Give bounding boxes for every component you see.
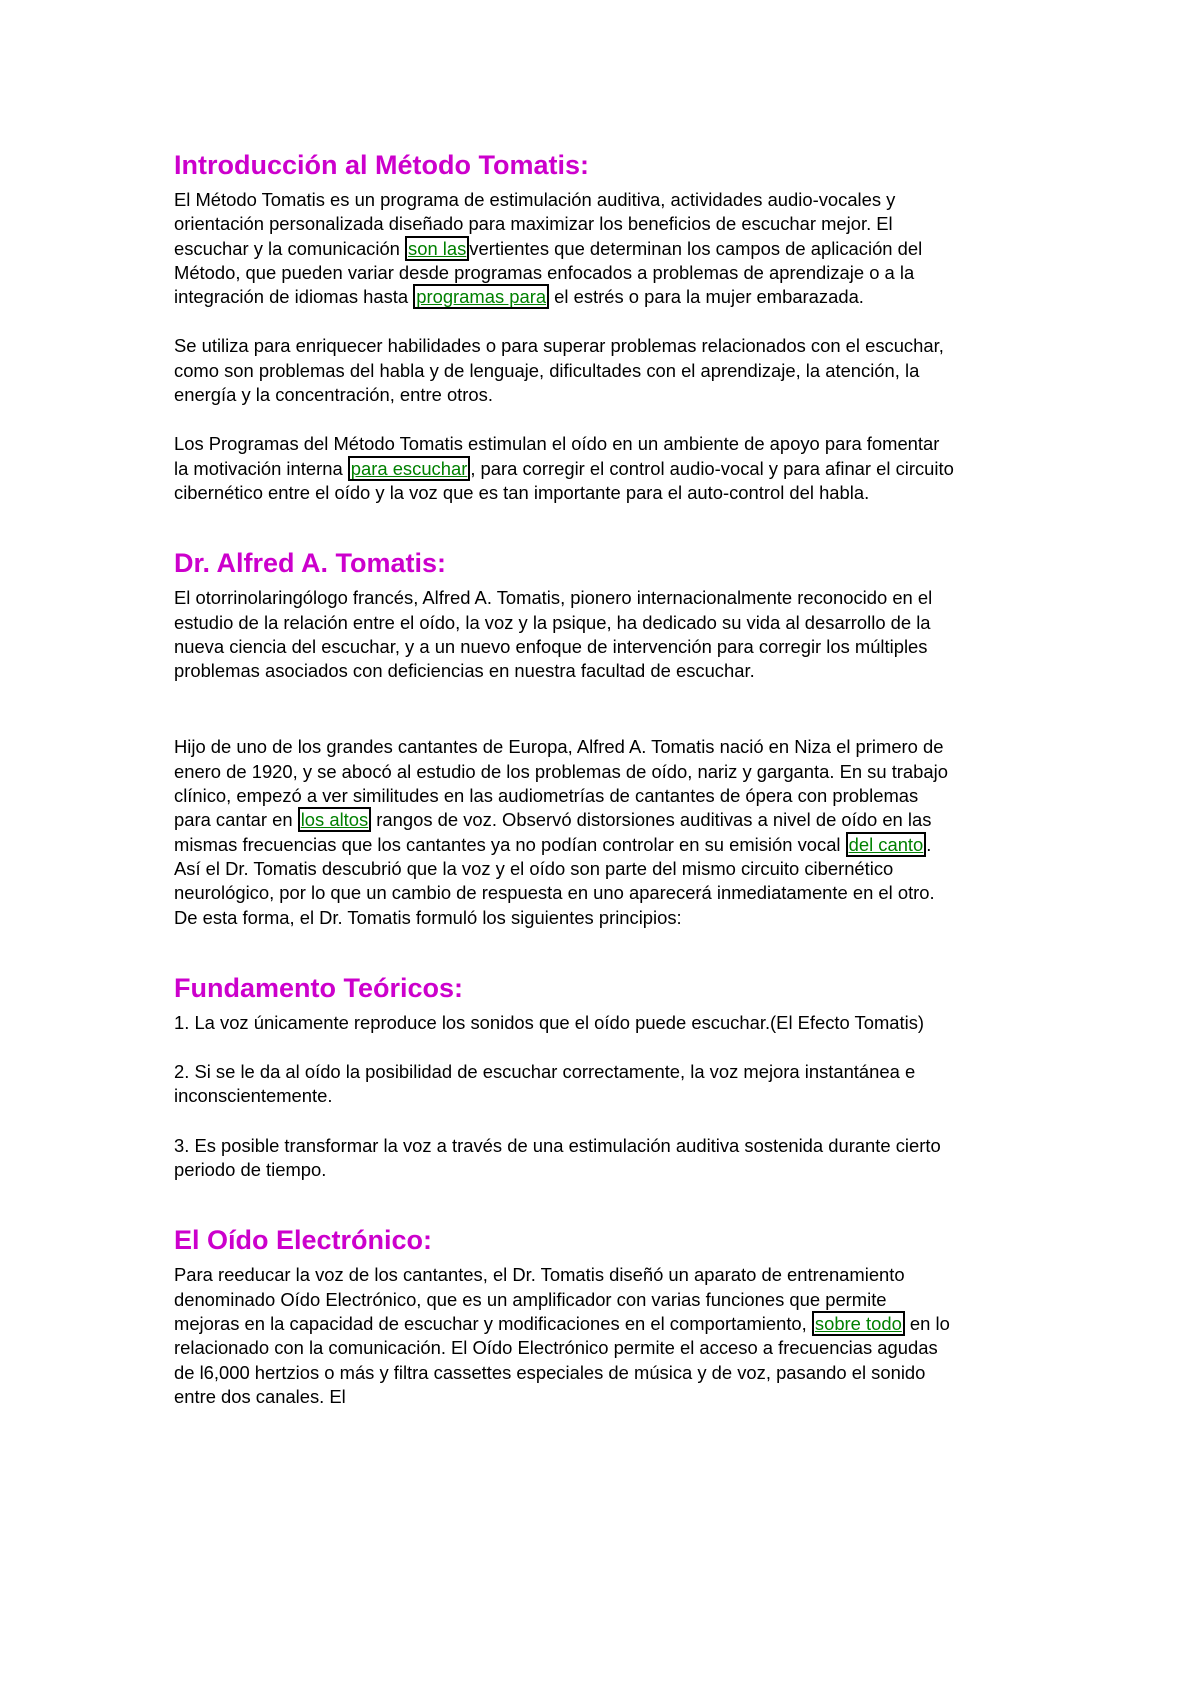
section-dr-tomatis: [174, 546, 954, 930]
paragraph: [174, 432, 954, 505]
text-run: el estrés o para la mujer embarazada.: [549, 286, 864, 308]
text-run: El otorrinolaringólogo francés, Alfred A. Tomatis, pionero internacionalmente reconocido en el estudio de la relación entre el oído, la voz y la psique, ha dedicado su vida al desarrollo de la nueva ciencia del escuchar, y a un nuevo enfoque de intervención para corregir los múltiples problemas asociados con deficiencias en nuestra facultad de escuchar.: [174, 587, 933, 682]
highlighted-link[interactable]: para escuchar: [348, 456, 471, 481]
section-title: Fundamento Teóricos:: [174, 972, 464, 1003]
section-title: Dr. Alfred A. Tomatis:: [174, 548, 447, 579]
text-run: Los Programas del Método Tomatis estimulan el oído en un ambiente de apoyo para fomentar la motivación interna: [174, 433, 940, 479]
highlighted-link[interactable]: programas para: [413, 284, 549, 309]
document-page: [174, 148, 954, 1409]
text-run: 3. Es posible transformar la voz a través de una estimulación auditiva sostenida durante cierto periodo de tiempo.: [174, 1134, 941, 1181]
section-fundamentos: [174, 971, 954, 1182]
paragraph: [174, 1060, 954, 1109]
paragraph: [174, 586, 954, 683]
text-run: 1. La voz únicamente reproduce los sonidos que el oído puede escuchar.(El Efecto Tomatis): [174, 1011, 925, 1033]
text-run: en lo relacionado con la comunicación. El Oído Electrónico permite el acceso a frecuencias agudas de l6,000 hertzios o más y filtra cassettes especiales de música y de voz, pasando el sonido entre dos canales. El: [174, 1312, 950, 1407]
text-run: Se utiliza para enriquecer habilidades o para superar problemas relacionados con el escuchar, como son problemas del habla y de lenguaje, dificultades con el aprendizaje, la atención, la energía y la concentración, entre otros.: [174, 335, 944, 406]
text-run: Para reeducar la voz de los cantantes, el Dr. Tomatis diseñó un aparato de entrenamiento denominado Oído Electrónico, que es un amplificador con varias funciones que permite mejoras en la capacidad de escuchar y modificaciones en el comportamiento,: [174, 1264, 905, 1334]
highlighted-link[interactable]: sobre todo: [812, 1311, 905, 1336]
paragraph: [174, 188, 954, 309]
text-run: vertientes que determinan los campos de aplicación del Método, que pueden variar desde programas enfocados a problemas de aprendizaje o a la integración de idiomas hasta: [174, 237, 923, 308]
highlighted-link[interactable]: del canto: [846, 832, 927, 857]
paragraph: [174, 735, 954, 929]
paragraph: [174, 1134, 954, 1183]
text-run: El Método Tomatis es un programa de estimulación auditiva, actividades audio-vocales y orientación personalizada diseñado para maximizar los beneficios de escuchar mejor. El escuchar y la comunicación: [174, 189, 896, 259]
section-title: El Oído Electrónico:: [174, 1225, 433, 1256]
text-run: Hijo de uno de los grandes cantantes de Europa, Alfred A. Tomatis nació en Niza el primero de enero de 1920, y se abocó al estudio de los problemas de oído, nariz y garganta. En su trabajo clínico, empezó a ver similitudes en las audiometrías de cantantes de ópera con problemas para cantar en: [174, 736, 948, 831]
highlighted-link[interactable]: los altos: [298, 807, 371, 832]
paragraph: [174, 1263, 954, 1409]
highlighted-link[interactable]: son las: [405, 236, 469, 261]
text-run: , para corregir el control audio-vocal y para afinar el circuito cibernético entre el oído y la voz que es tan importante para el auto-control del habla.: [174, 457, 954, 503]
text-run: . Así el Dr. Tomatis descubrió que la voz y el oído son parte del mismo circuito cibernético neurológico, por lo que un cambio de respuesta en uno aparecerá inmediatamente en el otro. De esta forma, el Dr. Tomatis formuló los siguientes principios:: [174, 833, 935, 928]
text-run: rangos de voz. Observó distorsiones auditivas a nivel de oído en las mismas frecuencias que los cantantes ya no podían controlar en su emisión vocal: [174, 809, 932, 855]
section-intro: [174, 148, 954, 505]
text-run: 2. Si se le da al oído la posibilidad de escuchar correctamente, la voz mejora instantánea e inconscientemente.: [174, 1061, 916, 1107]
section-oido-electronico: [174, 1223, 954, 1409]
paragraph: [174, 334, 954, 407]
paragraph: [174, 1011, 954, 1035]
section-title: Introducción al Método Tomatis:: [174, 150, 589, 180]
